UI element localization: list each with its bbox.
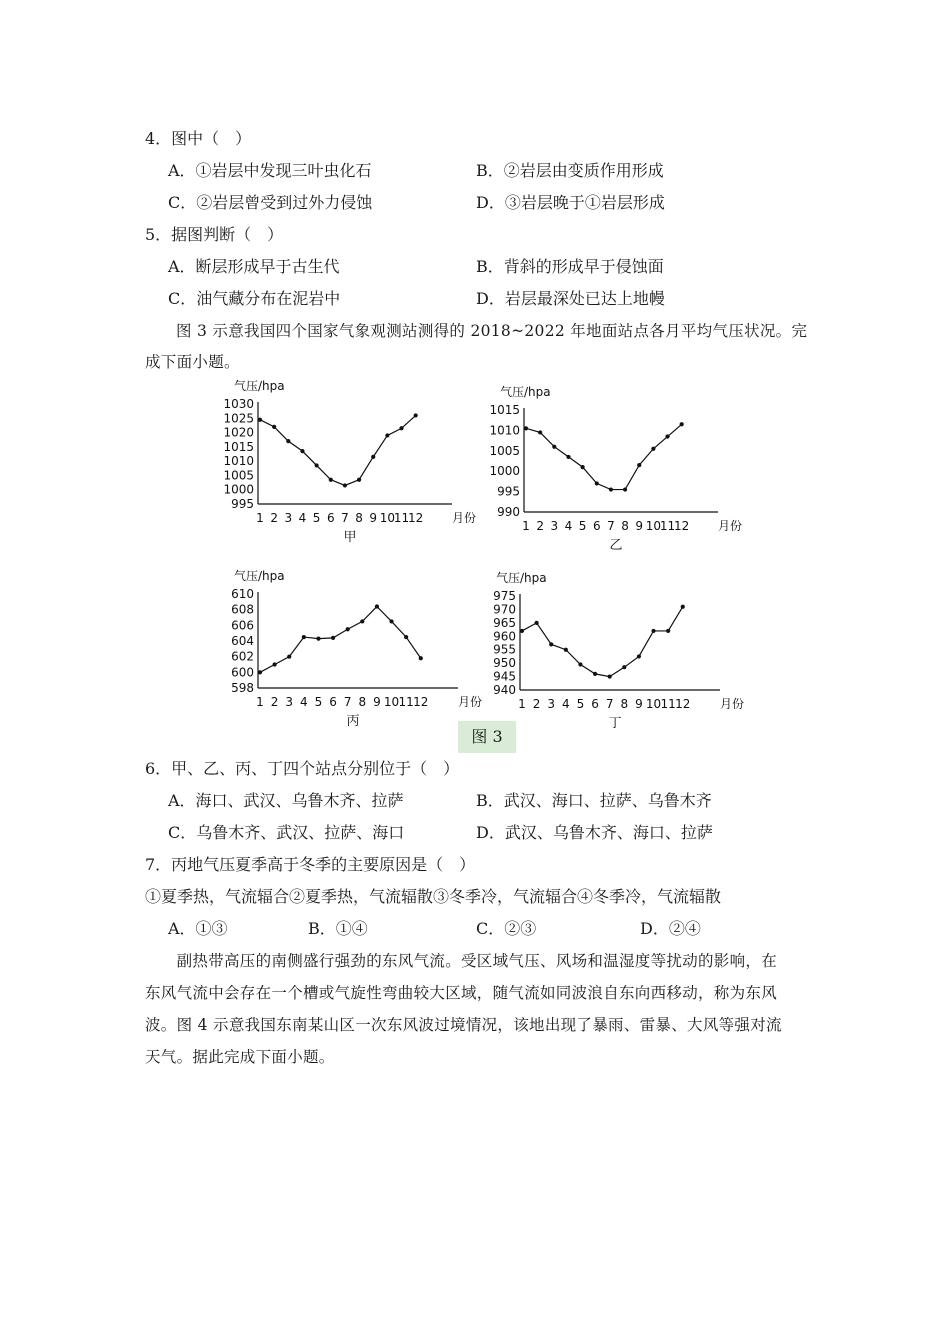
y-tick-label: 600 bbox=[231, 665, 254, 680]
y-tick-label: 598 bbox=[231, 681, 254, 695]
q7-option-a: A．①③ bbox=[168, 919, 228, 938]
chart-title: 乙 bbox=[609, 538, 623, 553]
y-tick-label: 995 bbox=[497, 484, 520, 499]
series-line bbox=[260, 607, 421, 673]
y-tick-label: 1010 bbox=[223, 454, 254, 469]
q7-option-c: C．②③ bbox=[476, 919, 537, 938]
data-point bbox=[272, 425, 276, 429]
y-tick-label: 965 bbox=[493, 615, 516, 630]
data-point bbox=[651, 629, 655, 633]
data-point bbox=[609, 487, 613, 491]
chart-title: 丁 bbox=[608, 716, 622, 731]
x-tick-label: 2 bbox=[532, 697, 541, 711]
chart-title: 丙 bbox=[346, 714, 360, 729]
x-tick-label: 2 bbox=[536, 519, 544, 533]
q5-stem: 5．据图判断（ ） bbox=[145, 225, 284, 244]
x-tick-label: 8 bbox=[620, 697, 629, 711]
y-tick-label: 1025 bbox=[223, 411, 254, 426]
data-point bbox=[666, 629, 670, 633]
x-tick-label: 3 bbox=[550, 519, 559, 533]
data-point bbox=[566, 455, 570, 459]
q6-option-c: C．乌鲁木齐、武汉、拉萨、海口 bbox=[168, 823, 405, 842]
x-tick-label: 5 bbox=[576, 697, 585, 711]
x-tick-label: 2 bbox=[270, 695, 279, 709]
x-tick-label: 11 bbox=[393, 511, 410, 525]
data-point bbox=[665, 434, 669, 438]
y-tick-label: 1000 bbox=[223, 482, 254, 497]
x-tick-label: 10 bbox=[645, 697, 662, 711]
y-tick-label: 990 bbox=[497, 505, 520, 519]
data-point bbox=[538, 430, 542, 434]
data-point bbox=[315, 463, 319, 467]
x-tick-label: 12 bbox=[413, 695, 429, 709]
x-tick-label: 4 bbox=[564, 519, 573, 533]
x-axis-title: 月份 bbox=[718, 519, 743, 533]
x-tick-label: 12 bbox=[408, 511, 424, 525]
q6-stem: 6．甲、乙、丙、丁四个站点分别位于（ ） bbox=[145, 759, 460, 778]
data-point bbox=[549, 642, 553, 646]
q4-option-c: C．②岩层曾受到过外力侵蚀 bbox=[168, 193, 373, 212]
x-axis-title: 月份 bbox=[720, 697, 745, 711]
y-tick-label: 610 bbox=[231, 587, 254, 601]
data-point bbox=[399, 426, 403, 430]
intro1-line2: 成下面小题。 bbox=[145, 353, 240, 371]
y-tick-label: 1015 bbox=[489, 403, 520, 417]
x-tick-label: 6 bbox=[591, 697, 599, 711]
x-tick-label: 4 bbox=[300, 695, 308, 709]
data-point bbox=[608, 674, 612, 678]
intro2-line1: 副热带高压的南侧盛行强劲的东风气流。受区域气压、风场和温湿度等扰动的影响，在 bbox=[145, 952, 778, 970]
data-point bbox=[564, 648, 568, 652]
chart-1 bbox=[223, 378, 476, 545]
y-tick-label: 1030 bbox=[223, 397, 254, 411]
data-point bbox=[578, 662, 582, 666]
series-line bbox=[522, 607, 683, 677]
x-tick-label: 7 bbox=[343, 695, 352, 709]
y-tick-label: 960 bbox=[493, 629, 516, 644]
q6-option-b: B．武汉、海口、拉萨、乌鲁木齐 bbox=[476, 791, 712, 810]
q7-option-b: B．①④ bbox=[308, 919, 368, 938]
data-point bbox=[300, 449, 304, 453]
data-point bbox=[329, 478, 333, 482]
y-tick-label: 608 bbox=[231, 602, 254, 617]
data-point bbox=[622, 665, 626, 669]
y-tick-label: 1020 bbox=[223, 425, 254, 440]
y-tick-label: 975 bbox=[493, 589, 516, 603]
x-tick-label: 11 bbox=[660, 697, 676, 711]
data-point bbox=[404, 635, 408, 639]
x-tick-label: 6 bbox=[592, 519, 601, 533]
y-tick-label: 955 bbox=[493, 642, 516, 657]
chart-3 bbox=[231, 568, 482, 729]
x-tick-label: 11 bbox=[659, 519, 676, 533]
data-point bbox=[623, 487, 627, 491]
chart-4 bbox=[493, 570, 744, 731]
q5-option-a: A．断层形成早于古生代 bbox=[168, 257, 340, 276]
data-point bbox=[535, 621, 539, 625]
data-point bbox=[360, 619, 364, 623]
x-tick-label: 7 bbox=[341, 511, 349, 525]
data-point bbox=[637, 654, 641, 658]
data-point bbox=[343, 483, 347, 487]
data-point bbox=[371, 455, 375, 459]
q5-option-c: C．油气藏分布在泥岩中 bbox=[168, 289, 341, 308]
data-point bbox=[520, 629, 524, 633]
y-tick-label: 1010 bbox=[489, 423, 520, 438]
data-point bbox=[595, 481, 599, 485]
q4-stem: 4．图中（ ） bbox=[145, 129, 252, 148]
q5-option-b: B．背斜的形成早于侵蚀面 bbox=[476, 257, 664, 276]
intro1-line1: 图 3 示意我国四个国家气象观测站测得的 2018~2022 年地面站点各月平均气压状况。完 bbox=[176, 322, 808, 340]
q4-option-d: D．③岩层晚于①岩层形成 bbox=[476, 193, 665, 212]
x-tick-label: 7 bbox=[607, 519, 615, 533]
data-point bbox=[385, 433, 389, 437]
intro2-line3: 波。图 4 示意我国东南某山区一次东风波过境情况，该地出现了暴雨、雷暴、大风等强对流 bbox=[145, 1016, 782, 1034]
x-tick-label: 12 bbox=[675, 697, 691, 711]
x-tick-label: 5 bbox=[578, 519, 587, 533]
q4-option-a: A．①岩层中发现三叶虫化石 bbox=[168, 161, 372, 180]
chart-title: 甲 bbox=[343, 530, 357, 545]
y-tick-label: 606 bbox=[231, 618, 254, 633]
x-tick-label: 1 bbox=[522, 519, 530, 533]
x-tick-label: 1 bbox=[256, 511, 264, 525]
data-point bbox=[581, 465, 585, 469]
x-tick-label: 6 bbox=[329, 695, 337, 709]
intro2-line2: 东风气流中会存在一个槽或气旋性弯曲较大区域，随气流如同波浪自东向西移动，称为东风 bbox=[145, 984, 778, 1002]
data-point bbox=[414, 413, 418, 417]
x-tick-label: 3 bbox=[547, 697, 556, 711]
x-tick-label: 5 bbox=[312, 511, 321, 525]
data-point bbox=[286, 439, 290, 443]
x-tick-label: 1 bbox=[256, 695, 264, 709]
data-point bbox=[552, 445, 556, 449]
series-line bbox=[260, 415, 416, 485]
x-tick-label: 1 bbox=[518, 697, 526, 711]
data-point bbox=[302, 635, 306, 639]
data-point bbox=[287, 655, 291, 659]
x-tick-label: 2 bbox=[270, 511, 278, 525]
data-point bbox=[524, 426, 528, 430]
data-point bbox=[316, 637, 320, 641]
x-axis-title: 月份 bbox=[458, 695, 483, 709]
q6-option-a: A．海口、武汉、乌鲁木齐、拉萨 bbox=[168, 791, 404, 810]
data-point bbox=[680, 422, 684, 426]
y-tick-label: 945 bbox=[493, 669, 516, 684]
figure-caption: 图 3 bbox=[458, 721, 516, 753]
intro2-line4: 天气。据此完成下面小题。 bbox=[145, 1048, 335, 1066]
y-tick-label: 1005 bbox=[489, 443, 520, 458]
data-point bbox=[346, 627, 350, 631]
y-axis-title: 气压/hpa bbox=[234, 569, 285, 583]
x-axis-title: 月份 bbox=[452, 511, 477, 525]
y-tick-label: 940 bbox=[493, 683, 516, 697]
y-tick-label: 995 bbox=[231, 497, 254, 511]
q5-option-d: D．岩层最深处已达上地幔 bbox=[476, 289, 665, 308]
x-tick-label: 8 bbox=[355, 511, 363, 525]
data-point bbox=[258, 418, 262, 422]
x-tick-label: 9 bbox=[369, 511, 378, 525]
q7-statements: ①夏季热，气流辐合②夏季热，气流辐散③冬季冷，气流辐合④冬季冷，气流辐散 bbox=[145, 887, 722, 906]
data-point bbox=[258, 670, 262, 674]
x-tick-label: 10 bbox=[379, 511, 396, 525]
figure-3-charts bbox=[0, 379, 950, 731]
y-tick-label: 1000 bbox=[489, 464, 520, 479]
data-point bbox=[375, 604, 379, 608]
x-tick-label: 12 bbox=[674, 519, 690, 533]
x-tick-label: 5 bbox=[314, 695, 323, 709]
x-tick-label: 10 bbox=[383, 695, 400, 709]
q7-option-d: D．②④ bbox=[640, 919, 701, 938]
chart-2 bbox=[489, 384, 742, 553]
x-tick-label: 10 bbox=[645, 519, 662, 533]
y-tick-label: 950 bbox=[493, 656, 516, 671]
x-tick-label: 8 bbox=[621, 519, 629, 533]
x-tick-label: 8 bbox=[358, 695, 367, 709]
q7-stem: 7．丙地气压夏季高于冬季的主要原因是（ ） bbox=[145, 855, 476, 874]
y-tick-label: 602 bbox=[231, 649, 254, 664]
data-point bbox=[419, 656, 423, 660]
series-line bbox=[526, 424, 682, 489]
data-point bbox=[273, 662, 277, 666]
x-tick-label: 9 bbox=[635, 519, 644, 533]
x-tick-label: 4 bbox=[562, 697, 570, 711]
y-tick-label: 1005 bbox=[223, 468, 254, 483]
y-tick-label: 970 bbox=[493, 602, 516, 617]
x-tick-label: 3 bbox=[284, 511, 293, 525]
x-tick-label: 9 bbox=[373, 695, 381, 709]
x-tick-label: 6 bbox=[326, 511, 335, 525]
y-axis-title: 气压/hpa bbox=[500, 385, 551, 399]
data-point bbox=[593, 672, 597, 676]
q6-option-d: D．武汉、乌鲁木齐、海口、拉萨 bbox=[476, 823, 713, 842]
data-point bbox=[357, 478, 361, 482]
y-tick-label: 604 bbox=[231, 634, 254, 648]
x-tick-label: 7 bbox=[605, 697, 614, 711]
x-tick-label: 3 bbox=[285, 695, 294, 709]
x-tick-label: 9 bbox=[635, 697, 643, 711]
y-axis-title: 气压/hpa bbox=[496, 571, 547, 585]
data-point bbox=[651, 447, 655, 451]
q4-option-b: B．②岩层由变质作用形成 bbox=[476, 161, 664, 180]
data-point bbox=[331, 636, 335, 640]
data-point bbox=[637, 463, 641, 467]
x-tick-label: 11 bbox=[398, 695, 414, 709]
y-tick-label: 1015 bbox=[223, 439, 254, 454]
y-axis-title: 气压/hpa bbox=[234, 379, 285, 393]
x-tick-label: 4 bbox=[298, 511, 307, 525]
data-point bbox=[389, 619, 393, 623]
data-point bbox=[681, 605, 685, 609]
